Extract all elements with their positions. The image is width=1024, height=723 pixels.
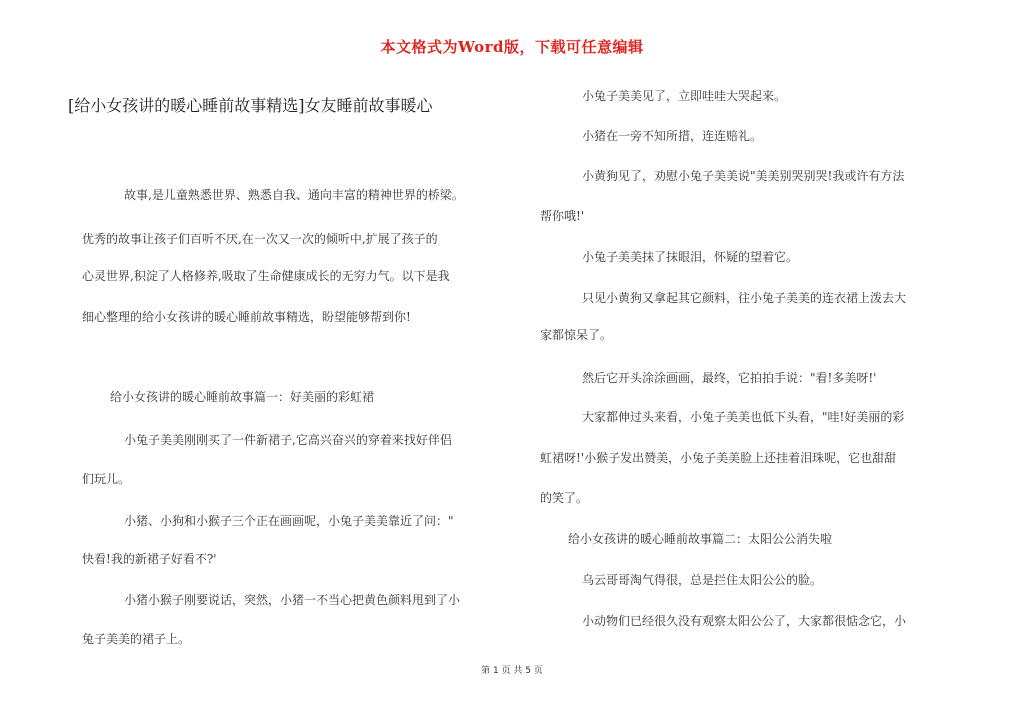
- right-line: 然后它开头涂涂画画，最终，它拍拍手说："看!多美呀!': [582, 371, 877, 385]
- right-line: 小兔子美美抹了抹眼泪，怀疑的望着它。: [582, 250, 799, 264]
- right-line: 只见小黄狗又拿起其它颜料，往小兔子美美的连衣裙上泼去大: [582, 291, 907, 305]
- right-line: 小黄狗见了，劝慰小兔子美美说"美美别哭别哭!我或许有方法: [582, 169, 905, 183]
- right-line: 帮你哦!': [540, 209, 585, 223]
- right-line: 的笑了。: [540, 491, 589, 505]
- left-line: 故事,是儿童熟悉世界、熟悉自我、通向丰富的精神世界的桥梁。: [124, 188, 464, 202]
- page-number: 第 1 页 共 5 页: [481, 666, 543, 676]
- left-line: 细心整理的给小女孩讲的暖心睡前故事精选，盼望能够帮到你!: [82, 310, 411, 324]
- right-line: 虹裙呀!'小猴子发出赞美，小兔子美美脸上还挂着泪珠呢，它也甜甜: [540, 451, 897, 465]
- edit-banner: 本文格式为Word版，下载可任意编辑: [380, 38, 644, 56]
- left-line: 小兔子美美刚刚买了一件新裙子,它高兴奋兴的穿着来找好伴侣: [124, 433, 452, 447]
- left-line: 兔子美美的裙子上。: [82, 632, 191, 646]
- right-line: 乌云哥哥淘气得很，总是拦住太阳公公的脸。: [582, 573, 823, 587]
- right-line: 小动物们已经很久没有观察太阳公公了，大家都很惦念它，小: [582, 614, 907, 628]
- left-line: 心灵世界,积淀了人格修养,吸取了生命健康成长的无穷力气。以下是我: [82, 269, 450, 283]
- section-heading: 给小女孩讲的暖心睡前故事篇一：好美丽的彩虹裙: [110, 390, 375, 404]
- left-line: 小猪小猴子刚要说话，突然，小猪一不当心把黄色颜料甩到了小: [124, 593, 461, 607]
- right-line: 小猪在一旁不知所措，连连赔礼。: [582, 129, 763, 143]
- left-line: 们玩儿。: [82, 472, 131, 486]
- right-line: 大家都伸过头来看，小兔子美美也低下头看，"哇!好美丽的彩: [582, 410, 905, 424]
- left-line: 小猪、小狗和小猴子三个正在画画呢，小兔子美美靠近了问：": [124, 514, 454, 528]
- left-line: 快看!我的新裙子好看不?': [82, 552, 217, 566]
- section-heading: 给小女孩讲的暖心睡前故事篇二：太阳公公消失啦: [568, 532, 833, 546]
- document-title: [给小女孩讲的暖心睡前故事精选]女友睡前故事暖心: [68, 96, 433, 115]
- left-line: 优秀的故事让孩子们百听不厌,在一次又一次的倾听中,扩展了孩子的: [82, 232, 438, 246]
- right-line: 家都惊呆了。: [540, 328, 613, 342]
- right-line: 小兔子美美见了，立即哇哇大哭起来。: [582, 89, 787, 103]
